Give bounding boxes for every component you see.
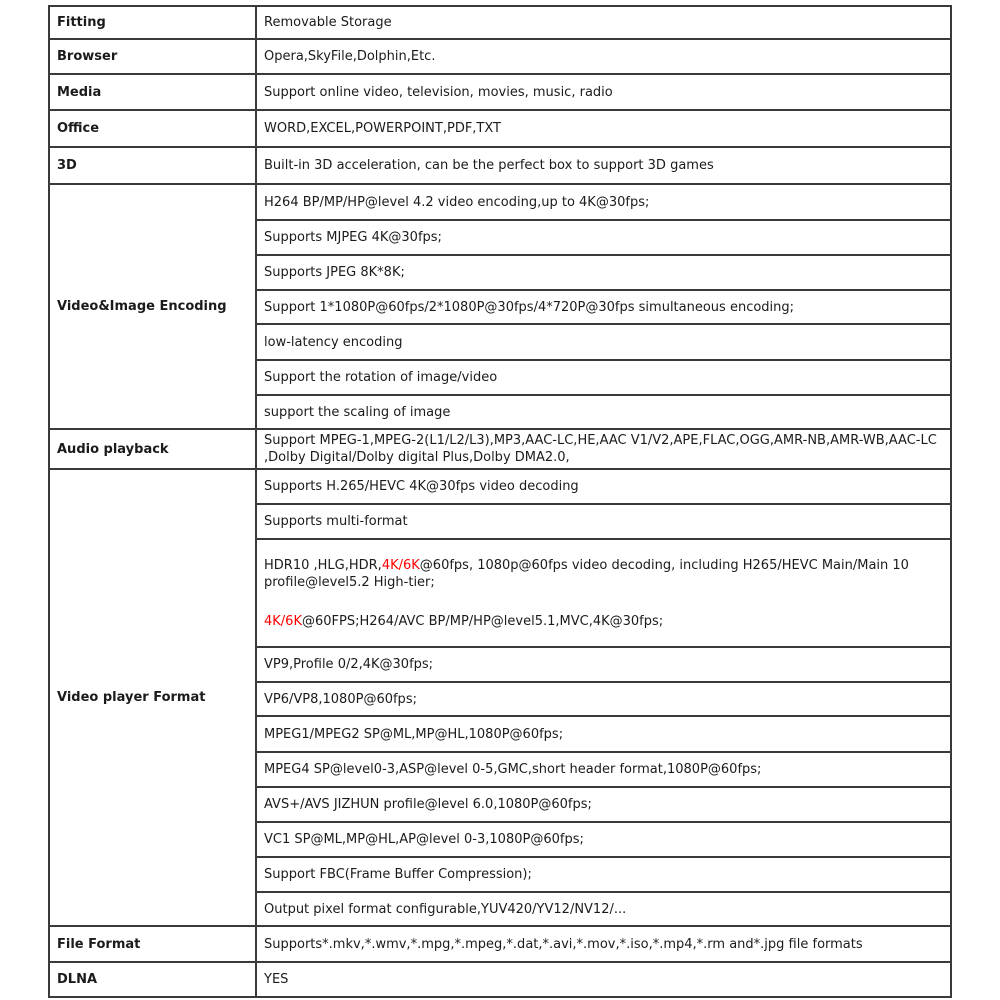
table-row — [49, 184, 951, 220]
spec-label-audio-playback: Audio playback — [49, 429, 256, 469]
spec-label-video-player-format: Video player Format — [49, 469, 256, 926]
spec-value-vpf-multiformat: Supports multi-format — [256, 504, 951, 539]
spec-value-vpf-vp6-vp8: VP6/VP8,1080P@60fps; — [256, 682, 951, 716]
spec-value-vpf-h265: Supports H.265/HEVC 4K@30fps video decoding — [256, 469, 951, 504]
spec-label-3d: 3D — [49, 147, 256, 184]
spec-value-vpf-vc1: VC1 SP@ML,MP@HL,AP@level 0-3,1080P@60fps; — [256, 822, 951, 857]
spec-value-dlna: YES — [256, 962, 951, 997]
hdr-paragraph-1 — [264, 557, 944, 591]
spec-value-encoding-mjpeg: Supports MJPEG 4K@30fps; — [256, 220, 951, 255]
hdr-paragraph-2 — [264, 613, 944, 630]
spec-value-3d: Built-in 3D acceleration, can be the perfect box to support 3D games — [256, 147, 951, 184]
table-row — [49, 110, 951, 147]
table-row — [49, 39, 951, 74]
spec-value-office: WORD,EXCEL,POWERPOINT,PDF,TXT — [256, 110, 951, 147]
spec-value-encoding-low-latency: low-latency encoding — [256, 324, 951, 360]
spec-value-vpf-output-pixel: Output pixel format configurable,YUV420/YV12/NV12/... — [256, 892, 951, 926]
spec-value-encoding-simultaneous: Support 1*1080P@60fps/2*1080P@30fps/4*720P@30fps simultaneous encoding; — [256, 290, 951, 324]
spec-value-encoding-rotation: Support the rotation of image/video — [256, 360, 951, 395]
table-row — [49, 469, 951, 504]
spec-label-dlna: DLNA — [49, 962, 256, 997]
spec-label-browser: Browser — [49, 39, 256, 74]
spec-value-media: Support online video, television, movies, music, radio — [256, 74, 951, 110]
table-row — [49, 926, 951, 962]
table-row — [49, 147, 951, 184]
spec-table — [48, 5, 952, 998]
spec-value-file-format: Supports*.mkv,*.wmv,*.mpg,*.mpeg,*.dat,*.avi,*.mov,*.iso,*.mp4,*.rm and*.jpg file formats — [256, 926, 951, 962]
hdr-p1-red-highlight: 4K/6K — [381, 557, 420, 573]
table-row — [49, 962, 951, 997]
spec-value-vpf-mpeg1-mpeg2: MPEG1/MPEG2 SP@ML,MP@HL,1080P@60fps; — [256, 716, 951, 752]
spec-label-video-image-encoding: Video&Image Encoding — [49, 184, 256, 429]
spec-value-fitting: Removable Storage — [256, 6, 951, 39]
spec-value-encoding-jpeg: Supports JPEG 8K*8K; — [256, 255, 951, 290]
spec-label-office: Office — [49, 110, 256, 147]
spec-value-encoding-h264: H264 BP/MP/HP@level 4.2 video encoding,up to 4K@30fps; — [256, 184, 951, 220]
spec-value-vpf-avs: AVS+/AVS JIZHUN profile@level 6.0,1080P@60fps; — [256, 787, 951, 822]
hdr-p2-red-highlight: 4K/6K — [264, 613, 302, 629]
spec-value-vpf-vp9: VP9,Profile 0/2,4K@30fps; — [256, 647, 951, 682]
spec-value-audio-playback: Support MPEG-1,MPEG-2(L1/L2/L3),MP3,AAC-LC,HE,AAC V1/V2,APE,FLAC,OGG,AMR-NB,AMR-WB,AAC-LC ,Dolby Digital/Dolby digital Plus,Dolby DMA2.0, — [256, 429, 951, 469]
spec-value-browser: Opera,SkyFile,Dolphin,Etc. — [256, 39, 951, 74]
table-row — [49, 429, 951, 469]
hdr-p2-text-post: @60FPS;H264/AVC BP/MP/HP@level5.1,MVC,4K@30fps; — [301, 613, 664, 629]
table-row — [49, 6, 951, 39]
hdr-p1-text-pre: HDR10 ,HLG,HDR, — [264, 557, 382, 573]
spec-value-vpf-mpeg4: MPEG4 SP@level0-3,ASP@level 0-5,GMC,short header format,1080P@60fps; — [256, 752, 951, 787]
spec-label-fitting: Fitting — [49, 6, 256, 39]
table-row — [49, 74, 951, 110]
spec-value-encoding-scaling: support the scaling of image — [256, 395, 951, 429]
spec-label-file-format: File Format — [49, 926, 256, 962]
hdr-p1-text-post: @60fps, 1080p@60fps video decoding, including H265/HEVC Main/Main 10 profile@level5.2 High-tier; — [264, 557, 909, 590]
spec-label-media: Media — [49, 74, 256, 110]
spec-value-vpf-fbc: Support FBC(Frame Buffer Compression); — [256, 857, 951, 892]
spec-value-vpf-hdr-decoding — [256, 539, 951, 647]
spec-sheet — [48, 5, 950, 998]
